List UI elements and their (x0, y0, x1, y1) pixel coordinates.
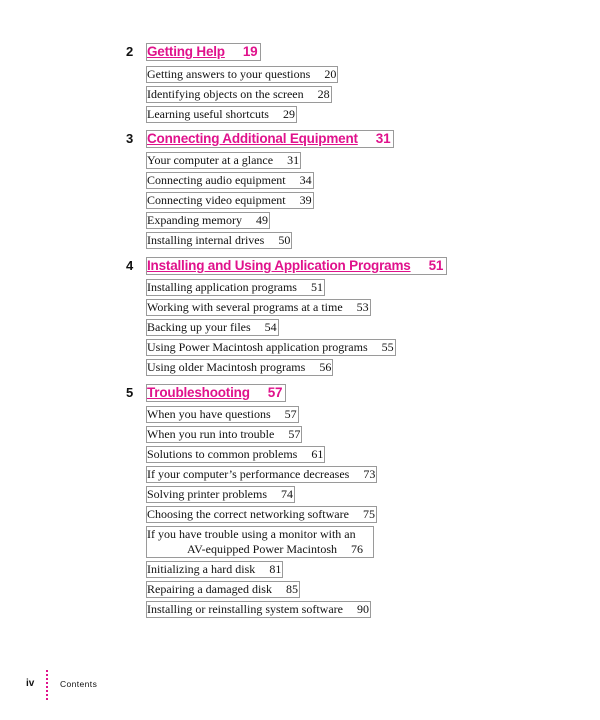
toc-entry[interactable] (146, 486, 295, 503)
chapter-link-connecting-equipment[interactable] (146, 130, 394, 148)
entry-page: 81 (269, 562, 282, 576)
toc-entry[interactable] (146, 212, 270, 229)
entry-text: Using older Macintosh programs (147, 360, 306, 374)
footer-section-label: Contents (60, 679, 98, 689)
entry-text: Choosing the correct networking software (147, 507, 349, 521)
entry-text-continued: AV-equipped Power Macintosh (187, 542, 337, 556)
toc-entry[interactable] (146, 299, 371, 316)
toc-entry[interactable] (146, 152, 301, 169)
entry-page: 39 (299, 193, 312, 207)
entry-page: 29 (282, 107, 295, 121)
chapter-link-troubleshooting[interactable] (146, 384, 286, 402)
entry-page: 20 (324, 67, 337, 81)
entry-page: 85 (285, 582, 298, 596)
chapter-number: 5 (126, 385, 134, 400)
entry-page: 28 (317, 87, 330, 101)
entry-page: 50 (278, 233, 291, 247)
entry-page: 90 (356, 602, 369, 616)
toc-entry[interactable] (146, 506, 377, 523)
entry-page: 53 (356, 300, 369, 314)
entry-page: 75 (362, 507, 375, 521)
entry-text: Backing up your files (147, 320, 251, 334)
entry-text: Using Power Macintosh application programs (147, 340, 368, 354)
toc-entry[interactable] (146, 319, 279, 336)
entry-text: Your computer at a glance (147, 153, 274, 167)
entry-page: 76 (351, 542, 363, 556)
entry-text: Installing application programs (147, 280, 297, 294)
toc-entry[interactable] (146, 446, 325, 463)
toc-entry[interactable] (146, 232, 292, 249)
entry-page: 51 (310, 280, 323, 294)
chapter-page: 51 (428, 258, 444, 273)
toc-entry[interactable] (146, 561, 283, 578)
entry-text: Connecting video equipment (147, 193, 286, 207)
chapter-title: Getting Help (147, 44, 225, 59)
entry-text: Working with several programs at a time (147, 300, 343, 314)
toc-entry[interactable] (146, 339, 396, 356)
entry-text: Solving printer problems (147, 487, 267, 501)
entry-page: 61 (311, 447, 324, 461)
chapter-title: Troubleshooting (147, 385, 250, 400)
toc-entry[interactable] (146, 466, 377, 483)
chapter-page: 19 (242, 44, 258, 59)
toc-entry[interactable] (146, 106, 297, 123)
chapter-link-application-programs[interactable] (146, 257, 447, 275)
chapter-number: 2 (126, 44, 134, 59)
toc-entry[interactable] (146, 172, 314, 189)
entry-page: 49 (255, 213, 268, 227)
toc-entry[interactable] (146, 426, 302, 443)
entry-text: Identifying objects on the screen (147, 87, 304, 101)
entry-page: 31 (287, 153, 300, 167)
entry-page: 57 (288, 427, 301, 441)
toc-entry-multiline[interactable] (146, 526, 374, 558)
entry-text-line2-wrap (147, 542, 372, 557)
entry-text: Solutions to common problems (147, 447, 298, 461)
entry-page: 74 (281, 487, 293, 501)
toc-entry[interactable] (146, 581, 300, 598)
entry-text: If your computer’s performance decreases (147, 467, 350, 481)
entry-text: Installing internal drives (147, 233, 265, 247)
entry-text: Installing or reinstalling system software (147, 602, 343, 616)
toc-entry[interactable] (146, 279, 325, 296)
footer-page-number: iv (26, 678, 35, 689)
toc-entry[interactable] (146, 192, 314, 209)
entry-text: Expanding memory (147, 213, 242, 227)
entry-text: Getting answers to your questions (147, 67, 311, 81)
chapter-link-getting-help[interactable] (146, 43, 261, 61)
entry-page: 55 (381, 340, 394, 354)
chapter-page: 57 (267, 385, 283, 400)
chapter-title: Installing and Using Application Programs (147, 258, 411, 273)
toc-entry[interactable] (146, 601, 371, 618)
entry-text: Connecting audio equipment (147, 173, 286, 187)
entry-text: Learning useful shortcuts (147, 107, 269, 121)
chapter-number: 4 (126, 258, 134, 273)
entry-page: 54 (264, 320, 277, 334)
toc-entry[interactable] (146, 406, 299, 423)
entry-text: If you have trouble using a monitor with an (147, 527, 356, 541)
chapter-page: 31 (375, 131, 391, 146)
toc-entry[interactable] (146, 359, 333, 376)
entry-page: 57 (284, 407, 297, 421)
toc-entry[interactable] (146, 66, 338, 83)
entry-page: 34 (299, 173, 312, 187)
chapter-number: 3 (126, 131, 134, 146)
entry-text: When you run into trouble (147, 427, 275, 441)
toc-entry[interactable] (146, 86, 332, 103)
entry-page: 73 (363, 467, 376, 481)
entry-text: Repairing a damaged disk (147, 582, 272, 596)
footer-dotted-rule (46, 670, 50, 700)
entry-page: 56 (319, 360, 332, 374)
entry-text: When you have questions (147, 407, 271, 421)
entry-text: Initializing a hard disk (147, 562, 256, 576)
chapter-title: Connecting Additional Equipment (147, 131, 358, 146)
